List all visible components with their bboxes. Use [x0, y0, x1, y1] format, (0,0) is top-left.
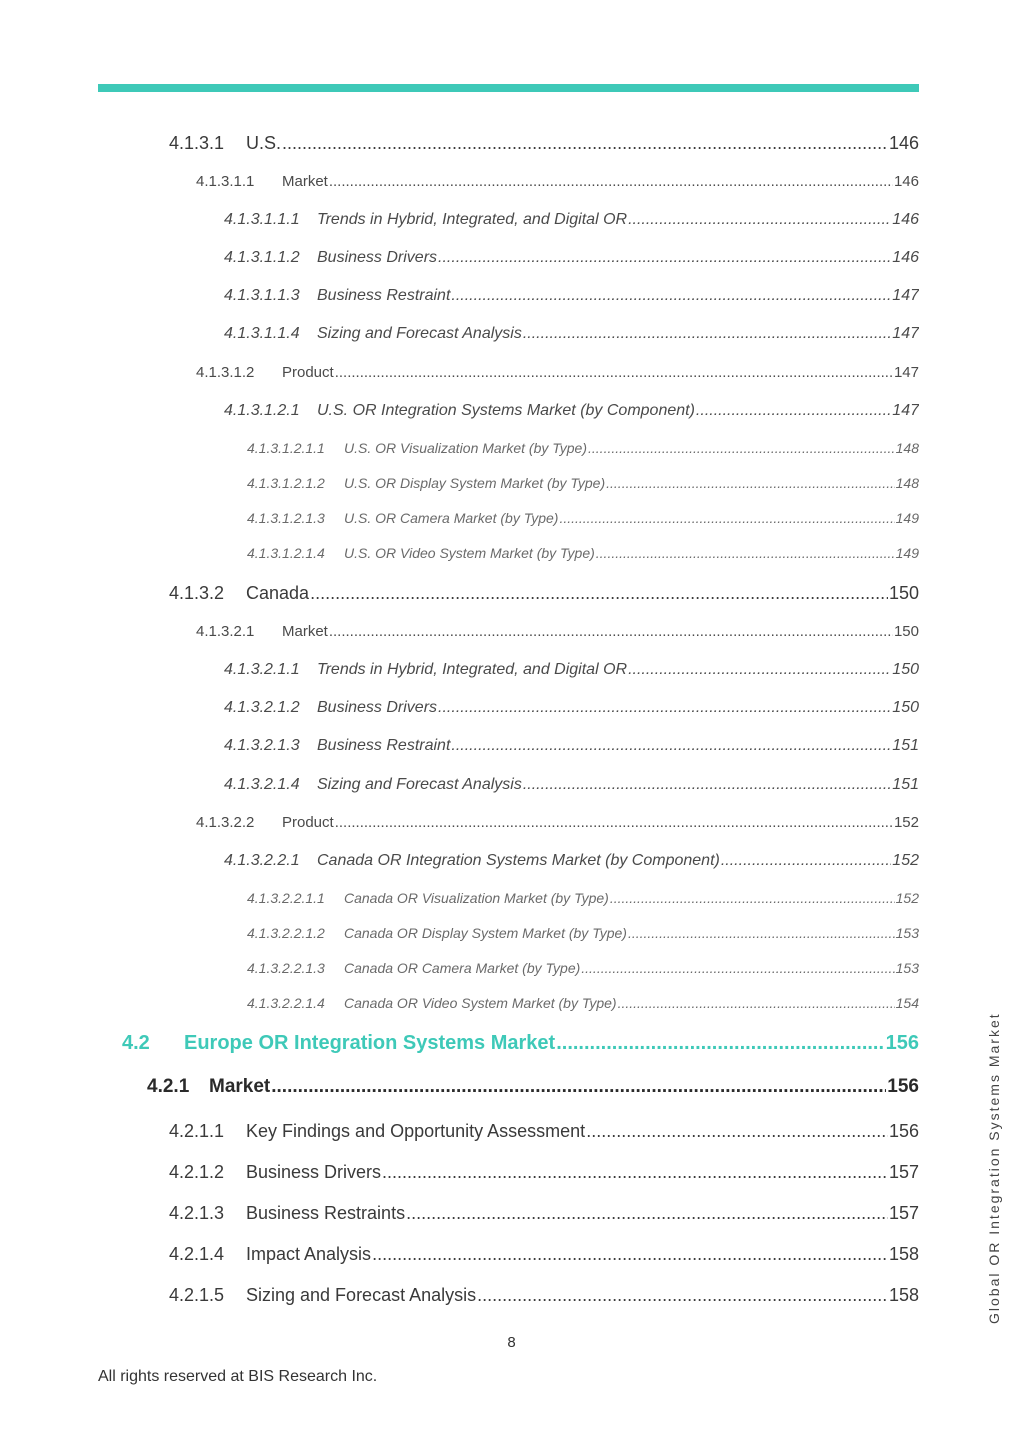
toc-entry-page: 158	[888, 1285, 919, 1305]
toc-entry-title: Canada OR Camera Market (by Type)	[344, 960, 581, 976]
toc-entry[interactable]	[247, 475, 919, 493]
toc-dot-leader	[628, 925, 895, 941]
toc-entry-page: 156	[887, 1076, 919, 1097]
toc-dot-leader	[628, 211, 891, 229]
toc-entry-title: Trends in Hybrid, Integrated, and Digital OR	[317, 661, 628, 678]
toc-dot-leader	[696, 402, 891, 420]
toc-entry[interactable]	[224, 249, 919, 269]
toc-dot-leader	[335, 814, 893, 831]
toc-dot-leader	[559, 510, 894, 526]
toc-entry[interactable]	[122, 1032, 919, 1058]
toc-entry-number: 4.1.3.1.2.1.1	[247, 440, 325, 456]
toc-entry-page: 152	[895, 890, 919, 906]
toc-entry-page: 152	[892, 852, 919, 869]
toc-dot-leader	[586, 1121, 888, 1142]
toc-entry-page: 148	[895, 440, 919, 456]
page-number: 8	[507, 1334, 516, 1351]
toc-entry-page: 146	[892, 211, 919, 228]
toc-entry[interactable]	[147, 1076, 919, 1100]
toc-entry-title: U.S.	[246, 133, 282, 153]
toc-dot-leader	[282, 133, 888, 154]
toc-entry-number: 4.1.3.1.2.1.2	[247, 475, 325, 491]
toc-entry-page: 149	[895, 510, 919, 526]
toc-entry-number: 4.2.1.2	[169, 1162, 225, 1182]
toc-dot-leader	[329, 173, 893, 190]
toc-entry-page: 158	[888, 1244, 919, 1264]
toc-entry[interactable]	[196, 814, 919, 834]
toc-entry-page: 148	[895, 475, 919, 491]
toc-dot-leader	[523, 325, 891, 343]
toc-dot-leader	[329, 623, 893, 640]
toc-entry[interactable]	[169, 583, 919, 605]
toc-entry[interactable]	[247, 925, 919, 943]
toc-entry-number: 4.2	[122, 1032, 150, 1054]
toc-dot-leader	[310, 583, 888, 604]
toc-entry[interactable]	[247, 995, 919, 1013]
toc-entry-page: 147	[892, 402, 919, 419]
toc-entry-title: Canada OR Visualization Market (by Type)	[344, 890, 609, 906]
toc-entry[interactable]	[224, 325, 919, 345]
toc-entry-number: 4.1.3.2.2.1.2	[247, 925, 325, 941]
toc-entry-number: 4.1.3.2.2	[196, 814, 255, 831]
toc-entry-page: 153	[895, 925, 919, 941]
toc-entry-page: 156	[888, 1121, 919, 1141]
toc-entry-title: Product	[282, 814, 334, 831]
toc-entry-number: 4.1.3.1.1.3	[224, 287, 300, 304]
toc-entry-title: Sizing and Forecast Analysis	[246, 1285, 477, 1305]
toc-entry-number: 4.2.1.5	[169, 1285, 225, 1305]
toc-entry-title: Business Drivers	[317, 699, 438, 716]
toc-entry[interactable]	[196, 364, 919, 384]
toc-entry-page: 153	[895, 960, 919, 976]
toc-entry-page: 147	[893, 364, 919, 381]
toc-entry-title: Trends in Hybrid, Integrated, and Digital OR	[317, 211, 628, 228]
toc-entry-number: 4.1.3.2.1.2	[224, 699, 300, 716]
toc-dot-leader	[451, 287, 891, 305]
toc-entry[interactable]	[169, 1285, 919, 1307]
toc-entry-title: Business Restraints	[246, 1203, 406, 1223]
toc-entry-page: 152	[893, 814, 919, 831]
toc-dot-leader	[335, 364, 893, 381]
toc-entry-page: 149	[895, 545, 919, 561]
toc-entry-title: Market	[282, 173, 328, 190]
toc-dot-leader	[438, 699, 891, 717]
toc-entry-page: 150	[892, 699, 919, 716]
toc-entry-page: 147	[892, 325, 919, 342]
toc-dot-leader	[588, 440, 895, 456]
toc-entry-title: Sizing and Forecast Analysis	[317, 776, 522, 793]
toc-entry-number: 4.2.1	[147, 1076, 190, 1097]
toc-entry[interactable]	[169, 133, 919, 155]
toc-entry-page: 151	[892, 737, 919, 754]
toc-entry-title: Canada	[246, 583, 310, 603]
toc-entry-number: 4.1.3.1.2.1.4	[247, 545, 325, 561]
toc-entry-number: 4.1.3.1.1.2	[224, 249, 300, 266]
toc-entry-page: 150	[892, 661, 919, 678]
toc-entry-number: 4.1.3.2	[169, 583, 225, 603]
toc-entry-page: 146	[892, 249, 919, 266]
toc-entry-number: 4.1.3.2.1	[196, 623, 255, 640]
toc-entry-title: Business Drivers	[246, 1162, 382, 1182]
toc-entry-number: 4.1.3.1.2.1	[224, 402, 300, 419]
toc-entry-number: 4.2.1.3	[169, 1203, 225, 1223]
side-running-title: Global OR Integration Systems Market	[986, 1012, 1002, 1324]
toc-entry-number: 4.1.3.1.1.1	[224, 211, 300, 228]
toc-entry-page: 157	[888, 1162, 919, 1182]
toc-entry[interactable]	[169, 1162, 919, 1184]
toc-entry[interactable]	[224, 737, 919, 757]
toc-entry-number: 4.1.3.2.1.3	[224, 737, 300, 754]
header-accent-bar	[98, 84, 919, 92]
toc-dot-leader	[406, 1203, 888, 1224]
toc-entry-number: 4.1.3.2.2.1.1	[247, 890, 325, 906]
toc-dot-leader	[451, 737, 891, 755]
toc-dot-leader	[382, 1162, 888, 1183]
toc-dot-leader	[610, 890, 895, 906]
toc-entry-title: U.S. OR Visualization Market (by Type)	[344, 440, 588, 456]
toc-entry[interactable]	[224, 661, 919, 681]
toc-entry-number: 4.1.3.2.2.1.3	[247, 960, 325, 976]
toc-entry-title: Market	[282, 623, 328, 640]
toc-dot-leader	[523, 776, 891, 794]
toc-dot-leader	[556, 1032, 884, 1055]
toc-entry-title: Impact Analysis	[246, 1244, 372, 1264]
toc-entry[interactable]	[196, 623, 919, 643]
toc-entry-title: Market	[209, 1076, 271, 1097]
toc-entry-title: U.S. OR Integration Systems Market (by Component)	[317, 402, 695, 419]
toc-dot-leader	[628, 661, 891, 679]
toc-entry-number: 4.1.3.1.2	[196, 364, 255, 381]
toc-entry-page: 157	[888, 1203, 919, 1223]
toc-entry-number: 4.1.3.1.2.1.3	[247, 510, 325, 526]
toc-entry-number: 4.2.1.4	[169, 1244, 225, 1264]
toc-entry-page: 150	[893, 623, 919, 640]
toc-entry[interactable]	[224, 852, 919, 872]
toc-entry-title: U.S. OR Display System Market (by Type)	[344, 475, 606, 491]
toc-entry-title: Business Drivers	[317, 249, 438, 266]
toc-dot-leader	[477, 1285, 888, 1306]
toc-entry-title: Canada OR Display System Market (by Type)	[344, 925, 627, 941]
toc-entry-page: 156	[885, 1032, 919, 1054]
toc-entry[interactable]	[169, 1121, 919, 1143]
toc-entry-title: Canada OR Video System Market (by Type)	[344, 995, 617, 1011]
toc-entry-number: 4.1.3.1.1	[196, 173, 255, 190]
toc-entry[interactable]	[169, 1203, 919, 1225]
toc-entry[interactable]	[196, 173, 919, 193]
toc-entry[interactable]	[169, 1244, 919, 1266]
toc-entry[interactable]	[224, 287, 919, 307]
toc-entry-page: 146	[888, 133, 919, 153]
toc-entry[interactable]	[224, 402, 919, 422]
toc-dot-leader	[596, 545, 895, 561]
toc-dot-leader	[618, 995, 895, 1011]
toc-entry-page: 154	[895, 995, 919, 1011]
toc-dot-leader	[438, 249, 891, 267]
toc-entry[interactable]	[247, 890, 919, 908]
toc-entry-title: Key Findings and Opportunity Assessment	[246, 1121, 586, 1141]
toc-entry-page: 151	[892, 776, 919, 793]
toc-entry-number: 4.2.1.1	[169, 1121, 225, 1141]
toc-entry-number: 4.1.3.2.2.1	[224, 852, 300, 869]
toc-entry-title: Sizing and Forecast Analysis	[317, 325, 522, 342]
toc-entry-number: 4.1.3.2.2.1.4	[247, 995, 325, 1011]
toc-dot-leader	[606, 475, 895, 491]
toc-dot-leader	[271, 1076, 886, 1098]
toc-entry-number: 4.1.3.1.1.4	[224, 325, 300, 342]
toc-entry[interactable]	[224, 699, 919, 719]
toc-dot-leader	[372, 1244, 888, 1265]
toc-entry[interactable]	[247, 545, 919, 563]
toc-dot-leader	[581, 960, 894, 976]
toc-entry-number: 4.1.3.2.1.1	[224, 661, 300, 678]
toc-entry-page: 146	[893, 173, 919, 190]
toc-entry-title: Business Restraint	[317, 737, 451, 754]
toc-entry-page: 147	[892, 287, 919, 304]
toc-entry[interactable]	[224, 776, 919, 796]
copyright-footer: All rights reserved at BIS Research Inc.	[98, 1368, 378, 1385]
toc-entry[interactable]	[247, 960, 919, 978]
toc-entry-title: U.S. OR Video System Market (by Type)	[344, 545, 595, 561]
toc-entry-number: 4.1.3.1	[169, 133, 225, 153]
toc-dot-leader	[721, 852, 891, 870]
toc-entry-title: Europe OR Integration Systems Market	[184, 1032, 556, 1054]
toc-entry-title: Business Restraint	[317, 287, 451, 304]
toc-entry-page: 150	[888, 583, 919, 603]
toc-entry[interactable]	[247, 440, 919, 458]
toc-entry-number: 4.1.3.2.1.4	[224, 776, 300, 793]
toc-entry-title: Product	[282, 364, 334, 381]
toc-entry[interactable]	[247, 510, 919, 528]
toc-entry-title: Canada OR Integration Systems Market (by Component)	[317, 852, 720, 869]
toc-entry-title: U.S. OR Camera Market (by Type)	[344, 510, 559, 526]
toc-entry[interactable]	[224, 211, 919, 231]
